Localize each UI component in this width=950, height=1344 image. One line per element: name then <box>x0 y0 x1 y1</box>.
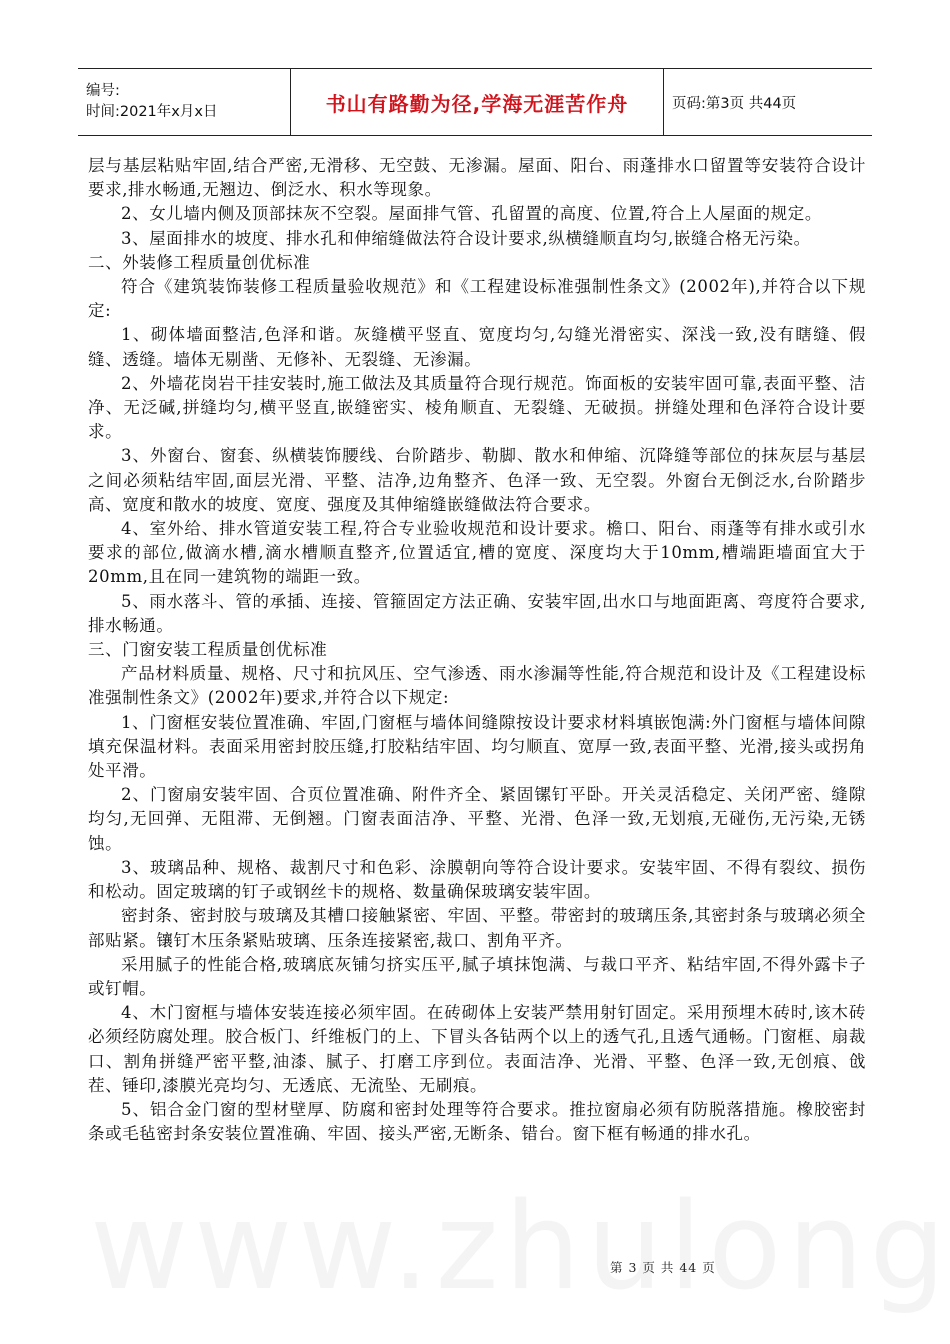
page-header <box>78 68 872 136</box>
body-paragraph: 4、室外给、排水管道安装工程,符合专业验收规范和设计要求。檐口、阳台、雨蓬等有排水或引水要求的部位,做滴水槽,滴水槽顺直整齐,位置适宜,槽的宽度、深度均大于10mm,槽端距墙面宜大于20mm,且在同一建筑物的端距一致。 <box>88 519 866 587</box>
watermark-text <box>90 1178 950 1317</box>
header-motto: 书山有路勤为径,学海无涯苦作舟 <box>325 91 629 116</box>
body-paragraph: 3、玻璃品种、规格、裁割尺寸和色彩、涂膜朝向等符合设计要求。安装牢固、不得有裂纹、损伤和松动。固定玻璃的钉子或钢丝卡的规格、数量确保玻璃安装牢固。 <box>88 857 866 902</box>
body-paragraph: 4、木门窗框与墙体安装连接必须牢固。在砖砌体上安装严禁用射钉固定。采用预埋木砖时,该木砖必须经防腐处理。胶合板门、纤维板门的上、下冒头各钻两个以上的透气孔,且透气通畅。门窗框、扇裁口、割角拼缝严密平整,油漆、腻子、打磨工序到位。表面洁净、光滑、平整、色泽一致,无创痕、戗茬、锤印,漆膜光亮均匀、无透底、无流坠、无刷痕。 <box>88 1003 866 1095</box>
body-paragraph: 5、雨水落斗、管的承插、连接、管箍固定方法正确、安装牢固,出水口与地面距离、弯度符合要求,排水畅通。 <box>88 591 866 635</box>
body-paragraph: 3、屋面排水的坡度、排水孔和伸缩缝做法符合设计要求,纵横缝顺直均匀,嵌缝合格无污染。 <box>121 228 811 248</box>
header-page-number: 页码:第3页 共44页 <box>672 95 797 112</box>
body-paragraph: 产品材料质量、规格、尺寸和抗风压、空气渗透、雨水渗漏等性能,符合规范和设计及《工程建设标准强制性条文》(2002年)要求,并符合以下规定: <box>88 664 866 708</box>
body-paragraph: 2、外墙花岗岩干挂安装时,施工做法及其质量符合现行规范。饰面板的安装牢固可靠,表面平整、洁净、无泛碱,拼缝均匀,横平竖直,嵌缝密实、棱角顺直、无裂缝、无破损。拼缝处理和色泽符合设计要求。 <box>88 373 866 442</box>
section-line: 二、外装修工程质量创优标准 <box>88 252 311 272</box>
body-paragraph: 1、砌体墙面整洁,色泽和谐。灰缝横平竖直、宽度均匀,勾缝光滑密实、深浅一致,没有瞎缝、假缝、透缝。墙体无剔凿、无修补、无裂缝、无渗漏。 <box>88 325 866 369</box>
header-page-cell <box>664 69 872 135</box>
body-paragraph: 3、外窗台、窗套、纵横装饰腰线、台阶踏步、勒脚、散水和伸缩、沉降缝等部位的抹灰层与基层之间必须粘结牢固,面层光滑、平整、洁净,边角整齐、色泽一致、无空裂。外窗台无倒泛水,台阶踏步高、宽度和散水的坡度、宽度、强度及其伸缩缝嵌缝做法符合要求。 <box>88 446 866 514</box>
body-paragraph: 采用腻子的性能合格,玻璃底灰铺匀挤实压平,腻子填抹饱满、与裁口平齐、粘结牢固,不得外露卡子或钉帽。 <box>88 954 866 998</box>
section-line: 三、门窗安装工程质量创优标准 <box>88 640 328 660</box>
header-meta <box>78 69 291 135</box>
body-paragraph: 5、铝合金门窗的型材壁厚、防腐和密封处理等符合要求。推拉窗扇必须有防脱落措施。橡胶密封条或毛毡密封条安装位置准确、牢固、接头严密,无断条、错台。窗下框有畅通的排水孔。 <box>88 1099 866 1144</box>
document-date-label: 时间:2021年x月x日 <box>86 104 218 120</box>
body-paragraph: 2、门窗扇安装牢固、合页位置准确、附件齐全、紧固镙钉平卧。开关灵活稳定、关闭严密、缝隙均匀,无回弹、无阻滞、无倒翘。门窗表面洁净、平整、光滑、色泽一致,无划痕,无碰伤,无污染,无锈蚀。 <box>88 785 866 853</box>
section-line: 层与基层粘贴牢固,结合严密,无滑移、无空鼓、无渗漏。屋面、阳台、雨蓬排水口留置等安装符合设计要求,排水畅通,无翘边、倒泛水、积水等现象。 <box>88 156 866 200</box>
body-paragraph: 符合《建筑装饰装修工程质量验收规范》和《工程建设标准强制性条文》(2002年),并符合以下规定: <box>88 277 866 321</box>
document-body <box>88 154 866 1146</box>
document-number-label: 编号: <box>86 83 120 99</box>
page-footer: 第 3 页 共 44 页 <box>610 1260 716 1275</box>
body-paragraph: 密封条、密封胶与玻璃及其槽口接触紧密、牢固、平整。带密封的玻璃压条,其密封条与玻璃必须全部贴紧。镶钉木压条紧贴玻璃、压条连接紧密,裁口、割角平齐。 <box>88 906 866 950</box>
body-paragraph: 2、女儿墙内侧及顶部抹灰不空裂。屋面排气管、孔留置的高度、位置,符合上人屋面的规定。 <box>121 204 822 224</box>
body-paragraph: 1、门窗框安装位置准确、牢固,门窗框与墙体间缝隙按设计要求材料填嵌饱满:外门窗框与墙体间隙填充保温材料。表面采用密封胶压缝,打胶粘结牢固、均匀顺直、宽厚一致,表面平整、光滑,接头或拐角处平滑。 <box>88 712 866 781</box>
header-motto-cell <box>291 69 664 135</box>
